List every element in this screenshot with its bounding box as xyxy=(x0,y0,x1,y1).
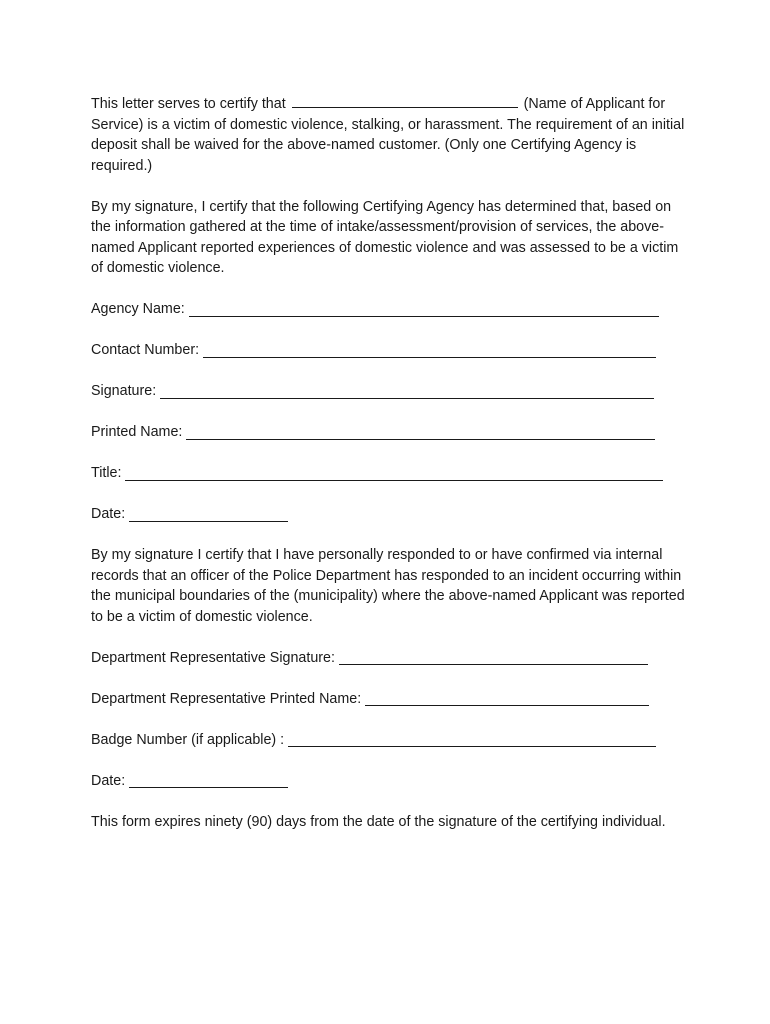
agency-signature-field xyxy=(91,381,691,402)
dept-rep-signature-field xyxy=(91,648,691,669)
agency-signature-label: Signature: xyxy=(91,383,157,399)
agency-certification-paragraph: By my signature, I certify that the following Certifying Agency has determined that, based on the information gathered at the time of intake/assessment/provision of services, the above-named Applicant reported experiences of domestic violence and was assessed to be a victim of domestic violence. xyxy=(91,198,679,276)
printed-name-line[interactable] xyxy=(186,425,655,440)
police-certification-paragraph: By my signature I certify that I have personally responded to or have confirmed via internal records that an officer of the Police Department has responded to an incident occurring within the municipal boundaries of the (municipality) where the above-named Applicant was reported to be a victim of domestic violence. xyxy=(91,547,685,625)
intro-paragraph xyxy=(91,94,691,176)
intro-text-before-blank: This letter serves to certify that xyxy=(91,96,286,112)
agency-name-label: Agency Name: xyxy=(91,301,185,317)
agency-name-field xyxy=(91,299,691,320)
expiry-note: This form expires ninety (90) days from the date of the signature of the certifying individual. xyxy=(91,813,666,830)
contact-number-line[interactable] xyxy=(203,343,656,358)
police-date-label: Date: xyxy=(91,772,126,789)
dept-rep-printed-name-field xyxy=(91,689,691,710)
police-date-field xyxy=(91,771,691,792)
badge-number-line[interactable] xyxy=(288,732,656,747)
dept-rep-signature-line[interactable] xyxy=(339,650,648,665)
document-body xyxy=(91,94,691,832)
dept-rep-printed-name-line[interactable] xyxy=(365,691,649,706)
agency-name-line[interactable] xyxy=(189,302,659,317)
badge-number-field xyxy=(91,730,691,751)
agency-date-field xyxy=(91,504,691,525)
intro-text-after-blank: (Name of Applicant for Service) is a victim of domestic violence, stalking, or harassment. The requirement of an initial deposit shall be waived for the above-named customer. (Only one Certifying Agency is required.) xyxy=(91,96,685,174)
printed-name-field xyxy=(91,422,691,443)
contact-number-label: Contact Number: xyxy=(91,342,200,358)
contact-number-field xyxy=(91,340,691,361)
printed-name-label: Printed Name: xyxy=(91,424,183,440)
dept-rep-printed-name-label: Department Representative Printed Name: xyxy=(91,690,362,707)
badge-number-label: Badge Number (if applicable) : xyxy=(91,731,285,748)
agency-date-line[interactable] xyxy=(129,507,288,522)
title-line[interactable] xyxy=(125,466,663,481)
dept-rep-signature-label: Department Representative Signature: xyxy=(91,649,335,666)
applicant-name-blank[interactable] xyxy=(292,95,518,108)
police-date-line[interactable] xyxy=(129,773,288,788)
agency-signature-line[interactable] xyxy=(160,384,654,399)
agency-date-label: Date: xyxy=(91,506,126,522)
title-field xyxy=(91,463,691,484)
title-label: Title: xyxy=(91,465,122,481)
